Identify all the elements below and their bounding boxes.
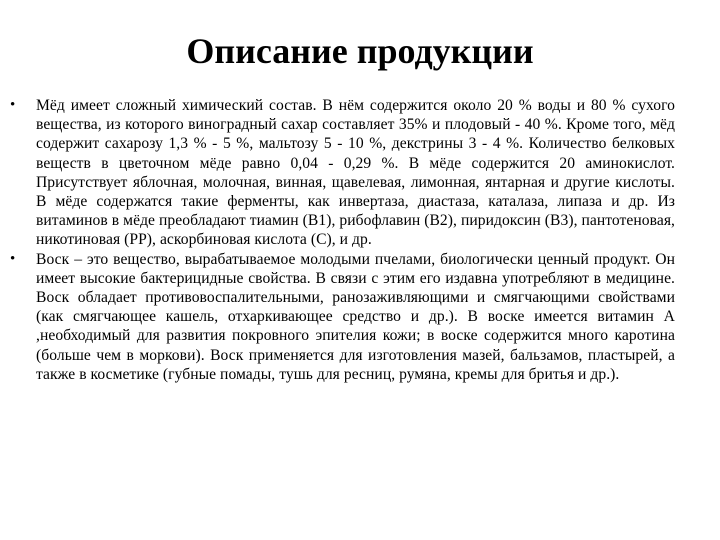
bullet-icon: • xyxy=(10,97,16,113)
bullet-text-wax: Воск – это вещество, вырабатываемое молодыми пчелами, биологически ценный продукт. Он имеет высокие бактерицидные свойства. В связи с этим его издавна употребляют в медицине. Воск обладает противовоспалительными, ранозаживляющими и смягчающими свойствами (как смягчающее кашель, отхаркивающее средство и др.). В воске имеется витамин А ,необходимый для развития покровного эпителия кожи; в воске содержится много каротина (больше чем в моркови). Воск применяется для изготовления мазей, бальзамов, пластырей, а также в косметике (губные помады, тушь для ресниц, румяна, кремы для бритья и др.). xyxy=(36,250,675,383)
slide-title: Описание продукции xyxy=(186,31,534,71)
bullet-text-honey: Мёд имеет сложный химический состав. В нём содержится около 20 % воды и 80 % сухого вещества, из которого виноградный сахар составляет 35% и плодовый - 40 %. Кроме того, мёд содержит сахарозу 1,3 % - 5 %, мальтозу 5 - 10 %, декстрины 3 - 4 %. Количество белковых веществ в цветочном мёде равно 0,04 - 0,29 %. В мёде содержится 20 аминокислот. Присутствует яблочная, молочная, винная, щавелевая, лимонная, янтарная и другие кислоты. В мёде содержатся такие ферменты, как инвертаза, диастаза, каталаза, липаза и др. Из витаминов в мёде преобладают тиамин (В1), рибофлавин (В2), пиридоксин (В3), пантотеновая, никотиновая (РР), аскорбиновая кислота (С), и др. xyxy=(36,97,675,249)
bullet-item-honey xyxy=(10,96,675,250)
bullet-item-wax xyxy=(10,250,675,384)
bullet-list xyxy=(10,96,675,384)
bullet-icon: • xyxy=(10,250,16,267)
